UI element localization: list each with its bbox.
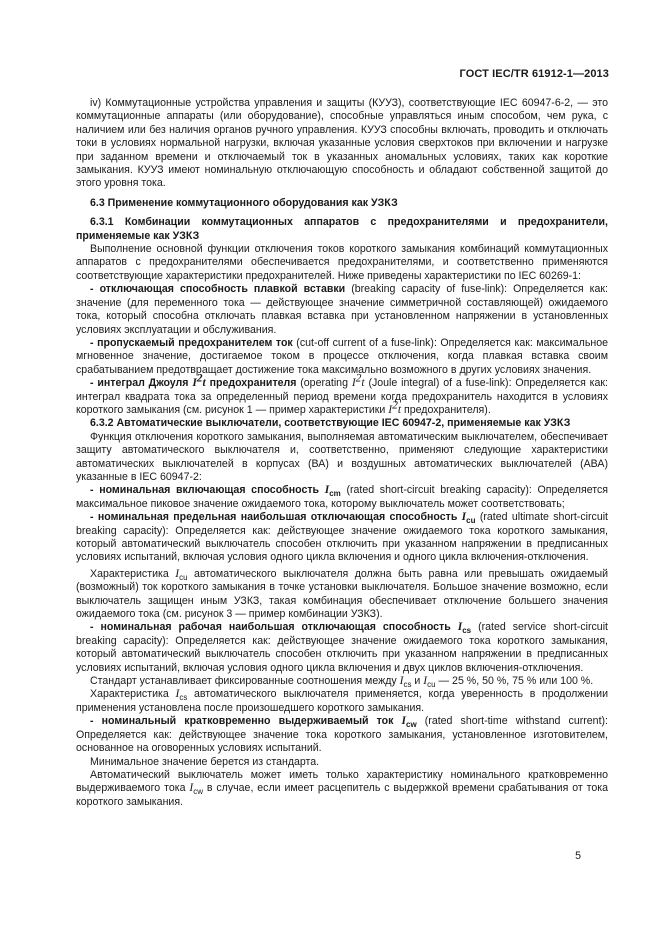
text: автоматического выключателя должна быть равна или превышать ожидаемый (возможный) ток короткого замыкания в точке установки выключателя. Большое значение возможно, если выключатель защищен иным УЗКЗ, такая комбинация обеспечивает отключение большего значения ожидаемого тока (см. рисунок 3 — пример комбинации УЗКЗ). bbox=[76, 567, 608, 621]
symbol-i: I bbox=[423, 675, 428, 688]
symbol-i: I bbox=[461, 511, 467, 524]
definition-text: (Joule integral) of a fuse-link): Определяется как: интеграл квадрата тока за определенный период времени когда предохранитель находится в условиях короткого замыкания (см. рисунок 1 — пример характеристики bbox=[76, 377, 609, 416]
symbol-t: t bbox=[397, 403, 402, 416]
definition-text: (rated service short-circuit breaking capacity): Определяется как: действующее значение ожидаемого тока короткого замыкания, который автоматический выключатель способен отключить при указанном напряжении в предписанных условиях испытаний, включая условия одного цикла включения и двух циклов включения-отключения. bbox=[76, 621, 608, 674]
symbol-i: I bbox=[388, 403, 393, 416]
subscript: cu bbox=[427, 680, 436, 690]
subscript: cw bbox=[406, 720, 417, 730]
subscript: cs bbox=[179, 693, 188, 703]
subscript: cs bbox=[403, 680, 412, 690]
text: Характеристика bbox=[90, 688, 176, 701]
symbol-i: I bbox=[175, 688, 180, 701]
text: и bbox=[411, 675, 424, 688]
symbol-i: I bbox=[399, 675, 404, 688]
text: автоматического выключателя применяется, когда уверенность в продолжении применения установлена после произошедшего короткого замыкания. bbox=[76, 688, 608, 714]
symbol-t: t bbox=[361, 377, 365, 390]
definition-term: - номинальный кратковременно выдерживаемый ток bbox=[90, 715, 402, 728]
text: Характеристика bbox=[90, 567, 176, 580]
definition-cut-off-current bbox=[76, 337, 608, 377]
definition-text: (rated short-time withstand current): Определяется как: действующее значение тока короткого замыкания, установленное изготовителем, основанное на оговоренных условиях испытаний. bbox=[76, 715, 608, 755]
definition-icu bbox=[76, 511, 608, 565]
definition-term: - пропускаемый предохранителем ток bbox=[90, 336, 293, 349]
definition-icm bbox=[76, 484, 608, 511]
definition-text: (operating bbox=[296, 377, 352, 390]
paragraph-icu-characteristic bbox=[76, 568, 608, 622]
definition-icw bbox=[76, 715, 608, 755]
text: — 25 %, 50 %, 75 % или 100 %. bbox=[435, 675, 594, 688]
text: Стандарт устанавливает фиксированные соотношения между bbox=[90, 675, 400, 688]
symbol-i: I bbox=[324, 484, 330, 497]
definition-term: - интеграл Джоуля bbox=[90, 377, 193, 390]
paragraph-iv: iv) Коммутационные устройства управления и защиты (КУУЗ), соответствующие IEC 60947-6-2, — это коммутационные аппараты (или оборудование), способные управляться иным способом, чем рука, с наличием или без наличия органов ручного управления. КУУЗ способны включать, проводить и отключать токи в условиях нормальной нагрузки, включая указанные условия сверхтоков при включении и нагрузке при заданном времени и отключаемый ток в указанных аномальных условиях, таких как короткие замыкания. КУУЗ имеют номинальную отключающую способность и обладают собственной защитой до этого уровня тока. bbox=[76, 97, 608, 190]
subscript: cs bbox=[462, 626, 472, 636]
definition-joule-integral bbox=[76, 372, 609, 417]
section-6-3-heading: 6.3 Применение коммутационного оборудования как УЗКЗ bbox=[90, 196, 398, 209]
paragraph-standard-ratios bbox=[76, 675, 608, 688]
symbol-i: I bbox=[192, 377, 197, 390]
definition-text: (cut-off current of a fuse-link): Определяется как: максимальное мгновенное значение, достигаемое током в процессе отключения, когда плавкая вставка своим срабатыванием предотвращает достижение тока максимально возможного в других условиях значения. bbox=[76, 336, 608, 376]
symbol-i: I bbox=[175, 567, 180, 580]
subscript: cu bbox=[179, 572, 188, 582]
definition-term: - номинальная рабочая наибольшая отключающая способность bbox=[90, 621, 458, 634]
definition-term: - отключающая способность плавкой вставки bbox=[90, 283, 346, 296]
definition-term: - номинальная включающая способность bbox=[90, 484, 325, 497]
paragraph-6-3-2-intro: Функция отключения короткого замыкания, выполняемая автоматическим выключателем, обеспечивает защиту автоматического выключателя и, соответственно, применяют следующие характеристики автоматических выключателей в корпусах (ВА) и воздушных автоматических выключателей (АВА) указанные в IEC 60947-2: bbox=[76, 430, 608, 483]
symbol-i: I bbox=[189, 782, 194, 795]
page-body bbox=[76, 97, 608, 809]
definition-ics bbox=[76, 621, 608, 675]
definition-text: предохранителя). bbox=[401, 403, 491, 416]
standard-header: ГОСТ IEC/TR 61912-1—2013 bbox=[459, 68, 609, 80]
paragraph-last bbox=[76, 769, 608, 809]
symbol-t: t bbox=[202, 377, 206, 390]
definition-text: (breaking capacity of fuse-link): Определяется как: значение (для переменного тока — действующее значение симметричной составляющей) ожидаемого тока, который способна отключать плавкая вставка при установленном напряжении в установленных условиях эксплуатации и обслуживания. bbox=[76, 283, 608, 336]
definition-breaking-capacity bbox=[76, 283, 608, 337]
definition-term-end: предохранителя bbox=[205, 377, 297, 390]
symbol-i: I bbox=[457, 621, 463, 634]
superscript-2: 2 bbox=[392, 399, 398, 412]
section-6-3-1-heading: 6.3.1 Комбинации коммутационных аппаратов с предохранителями и предохранители, применяемые как УЗКЗ bbox=[76, 216, 608, 242]
text: в случае, если имеет расцепитель с выдержкой времени срабатывания от тока короткого замыкания. bbox=[76, 782, 608, 808]
superscript-2: 2 bbox=[196, 372, 203, 385]
definition-text: (rated ultimate short-circuit breaking capacity): Определяется как: действующее значение ожидаемого тока короткого замыкания, который автоматический выключатель способен отключить при указанном напряжении в предписанных условиях испытаний, включая условия одного цикла включения и одного цикла включения-отключения. bbox=[76, 511, 609, 564]
paragraph-ics-characteristic bbox=[76, 688, 608, 715]
subscript: cw bbox=[193, 787, 203, 797]
superscript-2: 2 bbox=[355, 372, 362, 385]
subscript: cm bbox=[329, 489, 341, 499]
paragraph-6-3-1-intro: Выполнение основной функции отключения токов короткого замыкания комбинаций коммутационных аппаратов с предохранителями обеспечивается предохранителями, и соответственно применяются соответствующие характеристики предохранителей. Ниже приведены характеристики по IEC 60269-1: bbox=[76, 243, 608, 282]
section-6-3-2-heading: 6.3.2 Автоматические выключатели, соответствующие IEC 60947-2, применяемые как УЗКЗ bbox=[90, 417, 571, 430]
symbol-i: I bbox=[401, 715, 406, 728]
page-number: 5 bbox=[575, 850, 581, 862]
text: Автоматический выключатель может иметь только характеристику номинального кратковременно выдерживаемого тока bbox=[76, 768, 608, 795]
definition-text: (rated short-circuit breaking capacity): Определяется максимальное пиковое значение ожидаемого тока, которому выключатель может соответствовать; bbox=[76, 484, 608, 510]
symbol-i: I bbox=[351, 377, 356, 390]
subscript: cu bbox=[466, 516, 476, 526]
definition-term: - номинальная предельная наибольшая отключающая способность bbox=[90, 511, 462, 524]
paragraph-minimum-value: Минимальное значение берется из стандарта. bbox=[90, 755, 320, 768]
